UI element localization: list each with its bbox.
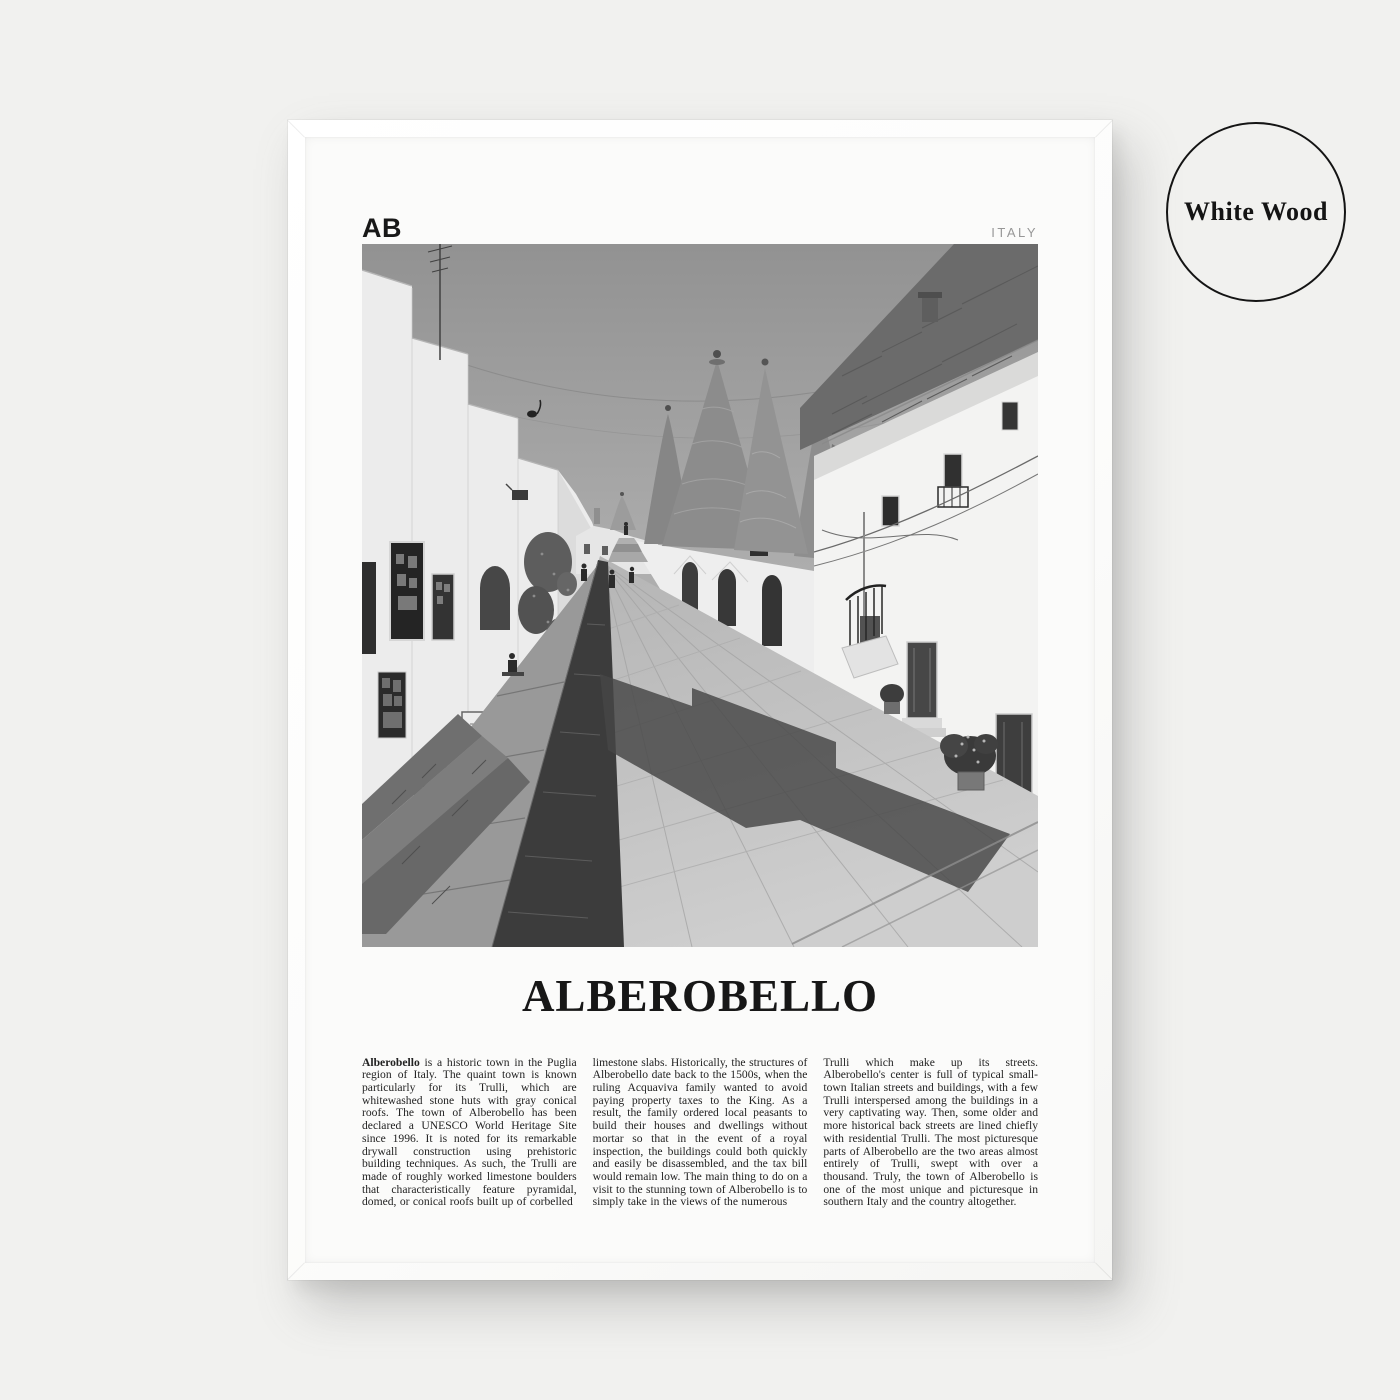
frame-miter xyxy=(1095,1262,1113,1280)
country-label: ITALY xyxy=(991,225,1038,240)
street-photo xyxy=(362,244,1038,947)
street-photo-illustration xyxy=(362,244,1038,947)
frame-miter xyxy=(287,1262,305,1280)
frame-style-badge xyxy=(1166,122,1346,302)
poster xyxy=(305,137,1095,1263)
frame-style-label: White Wood xyxy=(1184,197,1328,226)
lead-word: Alberobello xyxy=(362,1055,420,1069)
poster-title: ALBEROBELLO xyxy=(521,971,879,1021)
body-column-3: Trulli which make up its streets. Alberobello's center is full of typical small-town Italian streets and buildings, with a few Trulli interspersed among the buildings in a very captivating way. Then, some older and more historical back streets are lined chiefly with residential Trulli. The most picturesque parts of Alberobello are the two areas almost entirely of Trulli, swept with over a thousand. Truly, the town of Alberobello is one of the most unique and picturesque in southern Italy and the country altogether. xyxy=(823,1055,1039,1209)
body-columns xyxy=(362,1045,1038,1221)
brand-initials: AB xyxy=(362,213,402,243)
frame-miter xyxy=(1095,120,1113,138)
body-column-2: limestone slabs. Historically, the structures of Alberobello date back to the 1500s, when the ruling Acquaviva family wanted to avoid paying property taxes to the King. As a result, the family ordered local peasants to build their houses and dwellings without mortar so that in the event of a royal inspection, the buildings could both quickly and easily be disassembled, and the tax bill would remain low. The main thing to do on a visit to the stunning town of Alberobello is to simply take in the views of the numerous xyxy=(592,1055,808,1209)
body-column-1 xyxy=(362,1057,577,1209)
frame-miter xyxy=(287,120,305,138)
poster-frame xyxy=(288,120,1112,1280)
poster-header xyxy=(362,137,1038,242)
body-column-1-text: is a historic town in the Puglia region of Italy. The quaint town is known particularly for its Trulli, which are whitewashed stone huts with gray conical roofs. The town of Alberobello has been declared a UNESCO World Heritage Site since 1996. It is noted for its remarkable drywall construction using prehistoric building techniques. As such, the Trulli are made of roughly worked limestone boulders that characteristically feature pyramidal, domed, or conical roofs built up of corbelled xyxy=(362,1055,577,1209)
